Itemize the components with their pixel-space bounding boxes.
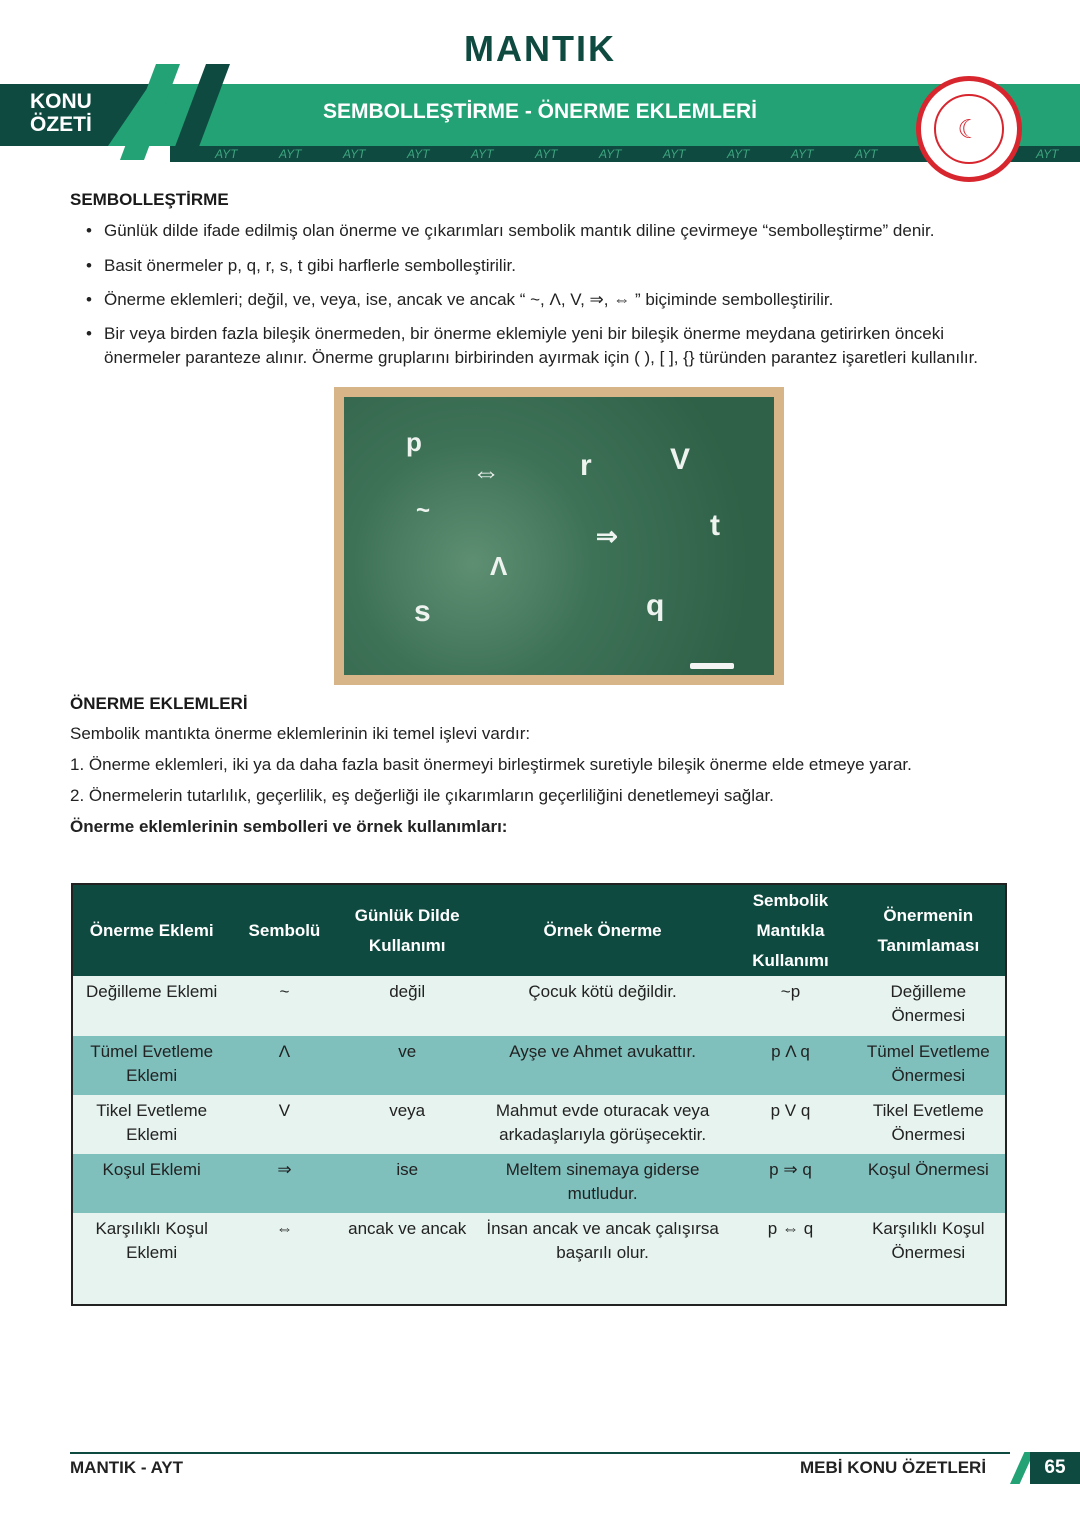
- ayt-label: AYT: [279, 147, 302, 161]
- table-cell: Tümel Evetleme Eklemi: [72, 1036, 230, 1095]
- board-symbol: t: [710, 509, 720, 542]
- table-cell: p V q: [729, 1095, 851, 1154]
- table-cell: p ⇔ q: [729, 1213, 851, 1305]
- intro-text: Sembolik mantıkta önerme eklemlerinin iki temel işlevi vardır:: [70, 724, 531, 743]
- ayt-label: AYT: [855, 147, 878, 161]
- table-cell: Λ: [230, 1036, 338, 1095]
- board-symbol: ~: [416, 497, 431, 524]
- col-header: Önerme Eklemi: [72, 884, 230, 976]
- footer-divider: [70, 1452, 1010, 1454]
- table-cell: Meltem sinemaya giderse mutludur.: [476, 1154, 730, 1213]
- ayt-label: AYT: [343, 147, 366, 161]
- table-caption: Önerme eklemlerinin sembolleri ve örnek kullanımları:: [70, 817, 508, 836]
- table-cell: ise: [339, 1154, 476, 1213]
- col-header: Sembolik Mantıkla Kullanımı: [729, 884, 851, 976]
- connectives-table: [71, 883, 1007, 1306]
- ayt-label: AYT: [471, 147, 494, 161]
- konu-label: KONU: [30, 90, 92, 113]
- table-cell: Karşılıklı Koşul Önermesi: [852, 1213, 1006, 1305]
- table-cell: ⇔: [230, 1213, 338, 1305]
- list-item: 2. Önermelerin tutarlılık, geçerlilik, eş değerliği ile çıkarımların geçerliliğini denetlemeyi sağlar.: [70, 786, 774, 805]
- ayt-label: AYT: [599, 147, 622, 161]
- table-cell: ~: [230, 976, 338, 1036]
- table-cell: Karşılıklı Koşul Eklemi: [72, 1213, 230, 1305]
- table-row: [72, 1154, 1006, 1213]
- table-cell: Koşul Önermesi: [852, 1154, 1006, 1213]
- ayt-label: AYT: [727, 147, 750, 161]
- table-cell: V: [230, 1095, 338, 1154]
- board-symbol: s: [414, 595, 431, 628]
- board-symbol: ⇒: [596, 521, 618, 551]
- board-symbol: p: [406, 427, 422, 457]
- table-cell: ve: [339, 1036, 476, 1095]
- table-cell: p Λ q: [729, 1036, 851, 1095]
- col-header: Önermenin Tanımlaması: [852, 884, 1006, 976]
- table-cell: veya: [339, 1095, 476, 1154]
- table-cell: değil: [339, 976, 476, 1036]
- table-row: [72, 1036, 1006, 1095]
- table-cell: Değilleme Önermesi: [852, 976, 1006, 1036]
- table-row: [72, 1095, 1006, 1154]
- ozeti-label: ÖZETİ: [30, 113, 92, 136]
- table-row: [72, 976, 1006, 1036]
- bullet: • Basit önermeler p, q, r, s, t gibi harflerle sembolleştirilir.: [86, 254, 1036, 278]
- meb-seal-logo: [916, 76, 1022, 182]
- page-title: MANTIK: [464, 28, 616, 69]
- ayt-label: AYT: [663, 147, 686, 161]
- footer-left: MANTIK - AYT: [70, 1458, 184, 1477]
- list-item: 1. Önerme eklemleri, iki ya da daha fazla basit önermeyi birleştirmek suretiyle bileşik önerme elde etmeye yarar.: [70, 755, 912, 774]
- col-header: Sembolü: [230, 884, 338, 976]
- ayt-label: AYT: [535, 147, 558, 161]
- bullet: • Günlük dilde ifade edilmiş olan önerme ve çıkarımları sembolik mantık diline çevirmeye “sembolleştirme” denir.: [86, 219, 1036, 243]
- table-cell: ⇒: [230, 1154, 338, 1213]
- board-symbol: Λ: [490, 551, 508, 581]
- bullet: • Bir veya birden fazla bileşik önermeden, bir önerme eklemiyle yeni bir bileşik önerme meydana getirirken önceki önermeler paranteze alınır. Önerme gruplarını birbirinden ayırmak için ( ), [ ], {} türünden parantez işaretleri kullanılır.: [86, 322, 1011, 370]
- board-symbol: V: [670, 443, 691, 476]
- chalkboard-image: [334, 387, 784, 685]
- chalk-piece: [690, 663, 734, 669]
- board-symbol: ⇔: [472, 457, 500, 488]
- table-cell: ~p: [729, 976, 851, 1036]
- heading-sembollestirme: SEMBOLLEŞTİRME: [70, 190, 229, 209]
- konu-ozeti-label: [30, 90, 92, 136]
- table-row: [72, 1213, 1006, 1305]
- heading-onerme-eklemleri: ÖNERME EKLEMLERİ: [70, 694, 248, 713]
- table-cell: Ayşe ve Ahmet avukattır.: [476, 1036, 730, 1095]
- ayt-label: AYT: [407, 147, 430, 161]
- ayt-label: AYT: [215, 147, 238, 161]
- table-header-row: [72, 884, 1006, 976]
- bullet: • Önerme eklemleri; değil, ve, veya, ise, ancak ve ancak “ ~, Λ, V, ⇒, ⇔ ” biçiminde sembolleştirilir.: [86, 288, 1036, 312]
- seal-emblem-icon: ☾: [934, 94, 1004, 164]
- table-cell: Tümel Evetleme Önermesi: [852, 1036, 1006, 1095]
- ayt-label: AYT: [1036, 147, 1059, 161]
- table-cell: p ⇒ q: [729, 1154, 851, 1213]
- ayt-label: AYT: [791, 147, 814, 161]
- table-cell: Koşul Eklemi: [72, 1154, 230, 1213]
- table-cell: Değilleme Eklemi: [72, 976, 230, 1036]
- table-cell: Tikel Evetleme Eklemi: [72, 1095, 230, 1154]
- col-header: Günlük Dilde Kullanımı: [339, 884, 476, 976]
- table-cell: İnsan ancak ve ancak çalışırsa başarılı olur.: [476, 1213, 730, 1305]
- table-cell: Mahmut evde oturacak veya arkadaşlarıyla görüşecektir.: [476, 1095, 730, 1154]
- table-cell: ancak ve ancak: [339, 1213, 476, 1305]
- table-cell: Çocuk kötü değildir.: [476, 976, 730, 1036]
- section-subtitle: SEMBOLLEŞTİRME - ÖNERME EKLEMLERİ: [322, 100, 757, 123]
- board-symbol: q: [646, 589, 665, 622]
- page-number: 65: [1030, 1452, 1080, 1484]
- col-header: Örnek Önerme: [476, 884, 730, 976]
- footer-right: MEBİ KONU ÖZETLERİ: [800, 1458, 987, 1477]
- board-symbol: r: [580, 449, 592, 482]
- table-cell: Tikel Evetleme Önermesi: [852, 1095, 1006, 1154]
